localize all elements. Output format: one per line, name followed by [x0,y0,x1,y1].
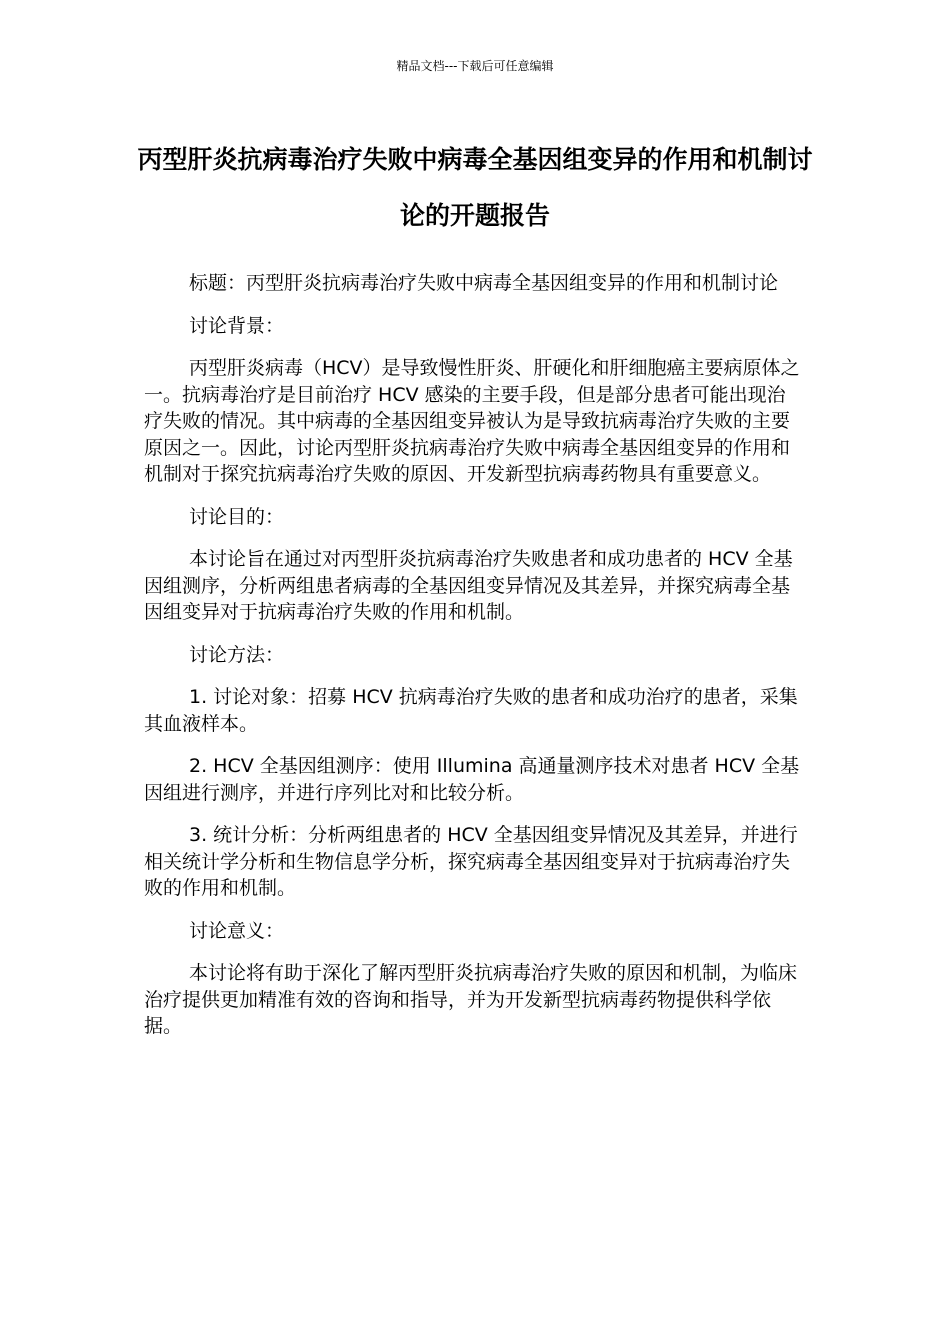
method-item-3: 3. 统计分析：分析两组患者的 HCV 全基因组变异情况及其差异，并进行相关统计学分析和生物信息学分析，探究病毒全基因组变异对于抗病毒治疗失败的作用和机制。 [144,824,798,899]
method-item-2: 2. HCV 全基因组测序：使用 Illumina 高通量测序技术对患者 HCV 全基因组进行测序，并进行序列比对和比较分析。 [144,755,800,804]
paragraph-background: 丙型肝炎病毒（HCV）是导致慢性肝炎、肝硬化和肝细胞癌主要病原体之一。抗病毒治疗是目前治疗 HCV 感染的主要手段，但是部分患者可能出现治疗失败的情况。其中病毒的全基因组变异被认为是导致抗病毒治疗失败的主要原因之一。因此，讨论丙型肝炎抗病毒治疗失败中病毒全基因组变异的作用和机制对于探究抗病毒治疗失败的原因、开发新型抗病毒药物具有重要意义。 [144,357,800,485]
paragraph-title-line: 标题：丙型肝炎抗病毒治疗失败中病毒全基因组变异的作用和机制讨论 [189,272,779,294]
document-title: 丙型肝炎抗病毒治疗失败中病毒全基因组变异的作用和机制讨论的开题报告 [137,145,813,230]
heading-background: 讨论背景： [189,314,285,337]
method-item-1: 1. 讨论对象：招募 HCV 抗病毒治疗失败的患者和成功治疗的患者，采集其血液样本。 [144,686,798,735]
heading-purpose: 讨论目的： [189,505,285,528]
document-body [144,270,804,1056]
paragraph-significance: 本讨论将有助于深化了解丙型肝炎抗病毒治疗失败的原因和机制，为临床治疗提供更加精准有效的咨询和指导，并为开发新型抗病毒药物提供科学依据。 [144,962,798,1037]
paragraph-purpose: 本讨论旨在通过对丙型肝炎抗病毒治疗失败患者和成功患者的 HCV 全基因组测序，分析两组患者病毒的全基因组变异情况及其差异，并探究病毒全基因组变异对于抗病毒治疗失败的作用和机制。 [144,548,793,623]
heading-methods: 讨论方法： [189,643,285,666]
heading-significance: 讨论意义： [189,919,285,942]
header-note: 精品文档---下载后可任意编辑 [396,59,554,73]
